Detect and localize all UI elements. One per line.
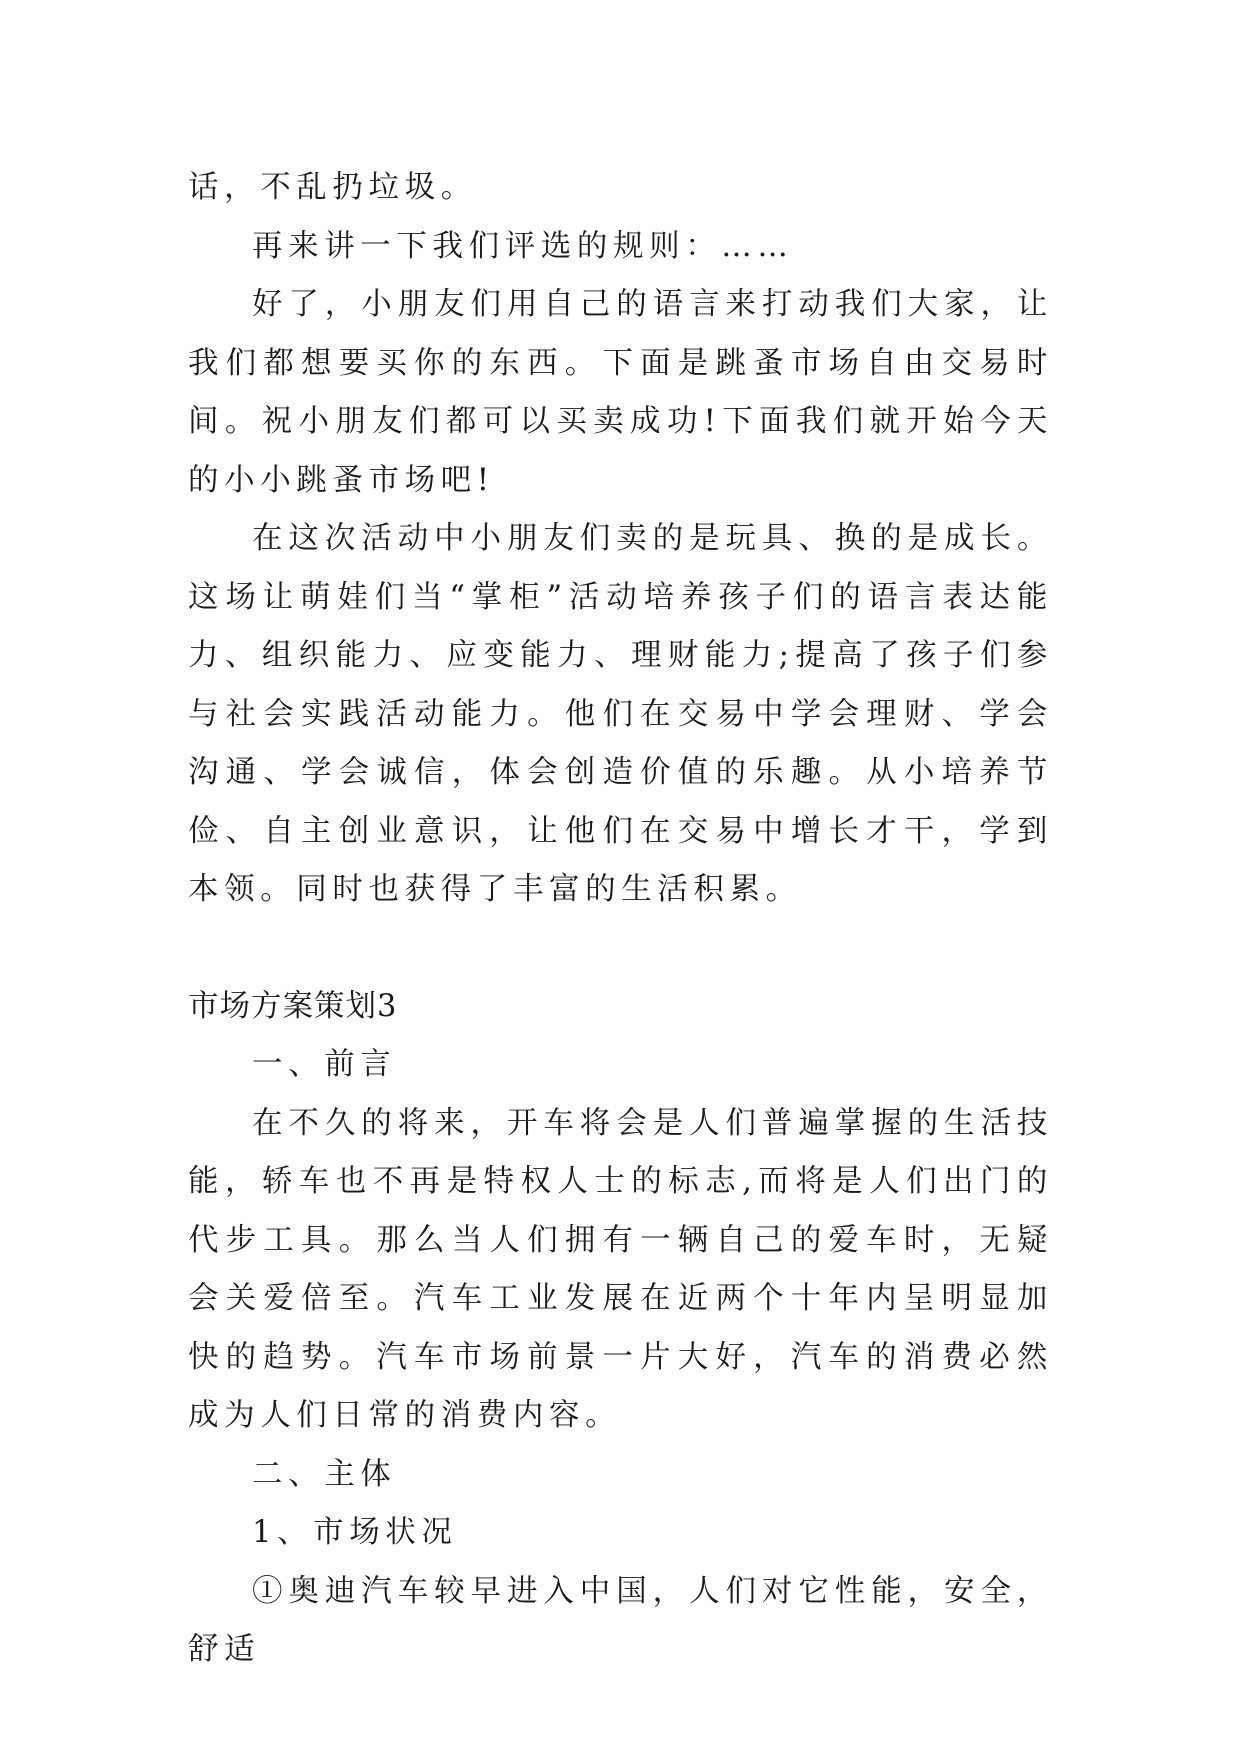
paragraph-2: 再来讲一下我们评选的规则：……	[252, 228, 794, 264]
section-gap	[188, 920, 1053, 978]
paragraph-preface: 在不久的将来，开车将会是人们普遍掌握的生活技能，轿车也不再是特权人士的标志,而将是人们出门的代步工具。那么当人们拥有一辆自己的爱车时，无疑会关爱倍至。汽车工业发展在近两个十年内呈明显加快的趋势。汽车市场前景一片大好，汽车的消费必然成为人们日常的消费内容。	[188, 1105, 1053, 1433]
subheading-preface: 一、前言	[252, 1047, 397, 1082]
paragraph-audi: ①奥迪汽车较早进入中国，人们对它性能，安全，舒适	[188, 1573, 1053, 1667]
subheading-market-status: 1、市场状况	[252, 1515, 458, 1550]
paragraph-1: 话，不乱扔垃圾。	[188, 170, 477, 205]
subheading-main: 二、主体	[252, 1456, 397, 1492]
document-body	[188, 159, 1053, 1680]
section-title: 市场方案策划3	[188, 988, 398, 1024]
paragraph-3: 好了，小朋友们用自己的语言来打动我们大家，让我们都想要买你的东西。下面是跳蚤市场自由交易时间。祝小朋友们都可以买卖成功!下面我们就开始今天的小小跳蚤市场吧!	[188, 287, 1053, 498]
paragraph-4: 在这次活动中小朋友们卖的是玩具、换的是成长。这场让萌娃们当“掌柜”活动培养孩子们的语言表达能力、组织能力、应变能力、理财能力;提高了孩子们参与社会实践活动能力。他们在交易中学会理财、学会沟通、学会诚信，体会创造价值的乐趣。从小培养节俭、自主创业意识，让他们在交易中增长才干，学到本领。同时也获得了丰富的生活积累。	[188, 521, 1053, 907]
